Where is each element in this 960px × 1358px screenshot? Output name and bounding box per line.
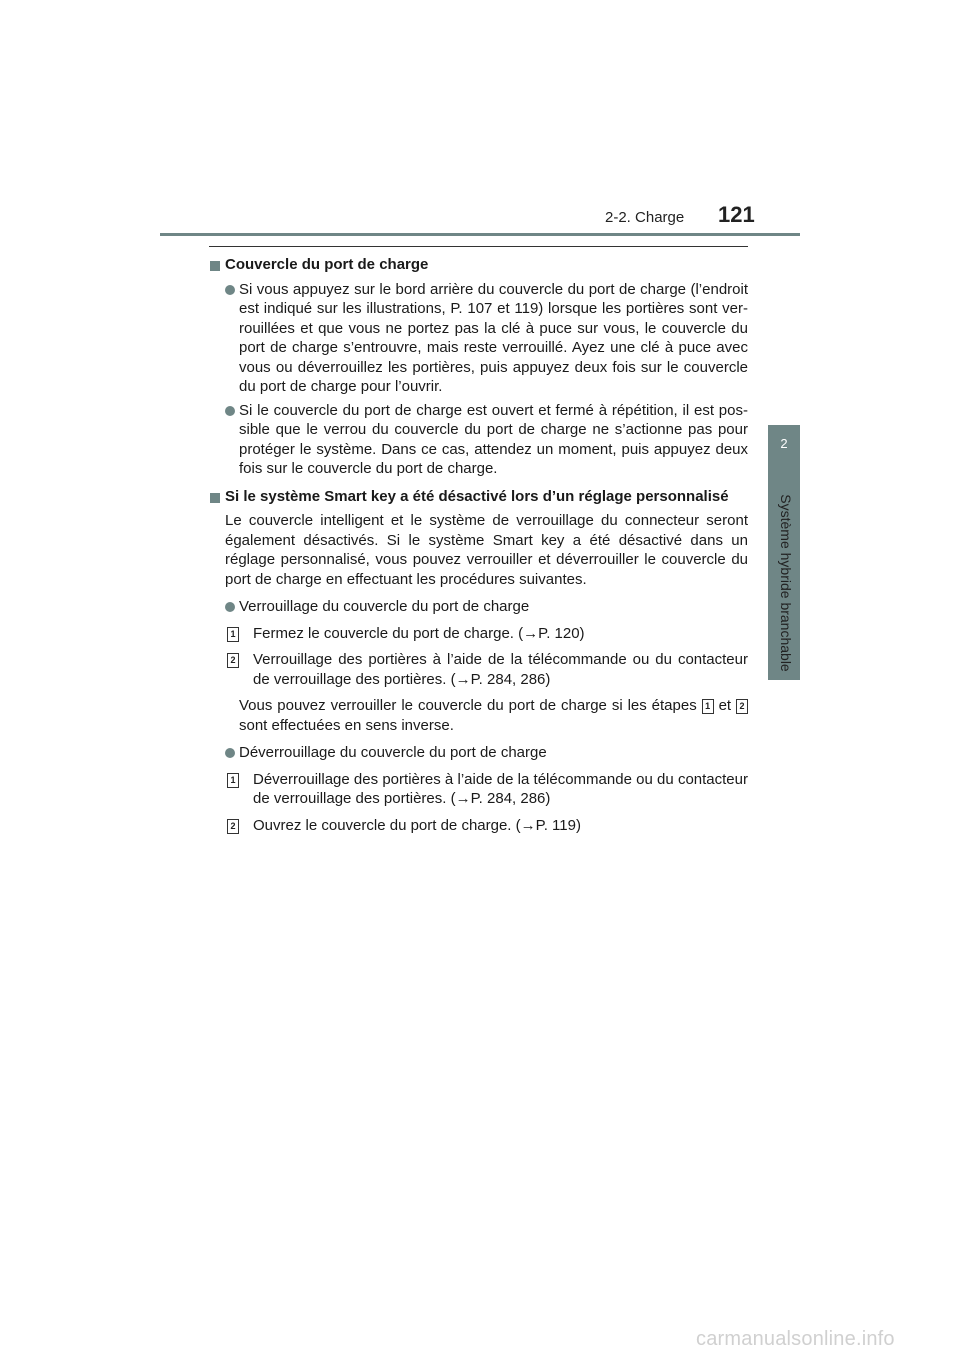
- heading-text: Couvercle du port de charge: [225, 256, 429, 273]
- section-heading: [210, 255, 748, 275]
- header-rule: [160, 233, 800, 236]
- bullet-text: Si vous appuyez sur le bord arrière du couvercle du port de charge (l’endroit est indiqué sur les illustrations, P. 107 et 119) lorsque les portières sont verrouillées et que vous ne portez pas la clé à puce sur vous, le couvercle du port de charge s’entrouvre, mais reste verrouillé. Ayez une clé à puce avec vous ou déverrouillez les portières, puis appuyez deux fois sur le couvercle du port de charge pour l’ouvrir.: [239, 280, 748, 395]
- chapter-title-wrap: [772, 485, 800, 681]
- content-top-rule: [209, 246, 748, 247]
- bullet-text: Si le couvercle du port de charge est ouvert et fermé à répétition, il est possible que le verrou du couvercle du port de charge ne s’actionne pas pour protéger le système. Dans ce cas, attendez un moment, puis appuyez deux fois sur le couvercle du port de charge.: [239, 401, 748, 477]
- step-text: Ouvrez le couvercle du port de charge. (→P. 119): [253, 816, 581, 834]
- step-item: [210, 624, 748, 644]
- section-title: 2-2. Charge: [605, 209, 685, 226]
- step-text: Verrouillage des portières à l’aide de la télécommande ou du contacteur de verrouillage des portières. (→P. 284, 286): [253, 651, 748, 688]
- note-text: Vous pouvez verrouiller le couvercle du port de charge si les étapes: [239, 697, 697, 714]
- round-bullet-icon: [225, 748, 235, 758]
- step-note: [210, 696, 748, 735]
- note-text: sont effectuées en sens inverse.: [239, 716, 454, 734]
- bullet-item: [210, 743, 748, 763]
- bullet-item: [210, 597, 748, 617]
- step-number-box: 1: [227, 773, 239, 788]
- step-text: Fermez le couvercle du port de charge. (→P. 120): [253, 624, 585, 642]
- page-number: 121: [718, 202, 755, 227]
- note-text: et: [718, 697, 732, 714]
- step-number-box: 2: [736, 699, 748, 714]
- step-number-box: 2: [227, 819, 239, 834]
- square-bullet-icon: [210, 493, 220, 503]
- step-item: [210, 816, 748, 836]
- bullet-text: Verrouillage du couvercle du port de charge: [239, 598, 530, 615]
- bullet-item: [210, 280, 748, 397]
- bullet-item: [210, 401, 748, 479]
- heading-text: Si le système Smart key a été désactivé lors d’un réglage personnalisé: [225, 487, 729, 505]
- round-bullet-icon: [225, 285, 235, 295]
- paragraph: Le couvercle intelligent et le système de verrouillage du connecteur seront également désactivés. Si le système Smart key a été désactivé dans un réglage personnalisé, vous pouvez verrouiller et déverrouiller le couvercle du port de charge en effectuant les procédures suivantes.: [225, 512, 748, 588]
- main-content: [210, 255, 748, 835]
- step-number-box: 2: [227, 653, 239, 668]
- step-item: [210, 650, 748, 689]
- chapter-title: Système hybride branchable: [778, 494, 794, 672]
- square-bullet-icon: [210, 261, 220, 271]
- section-heading: [210, 487, 748, 507]
- step-item: [210, 770, 748, 809]
- round-bullet-icon: [225, 406, 235, 416]
- chapter-number: 2: [780, 436, 788, 451]
- round-bullet-icon: [225, 602, 235, 612]
- footer-watermark: carmanualsonline.info: [696, 1328, 895, 1350]
- step-number-box: 1: [702, 699, 714, 714]
- step-text: Déverrouillage des portières à l’aide de la télécommande ou du contacteur de verrouillage des portières. (→P. 284, 286): [253, 770, 748, 807]
- bullet-text: Déverrouillage du couvercle du port de charge: [239, 744, 547, 761]
- step-number-box: 1: [227, 627, 239, 642]
